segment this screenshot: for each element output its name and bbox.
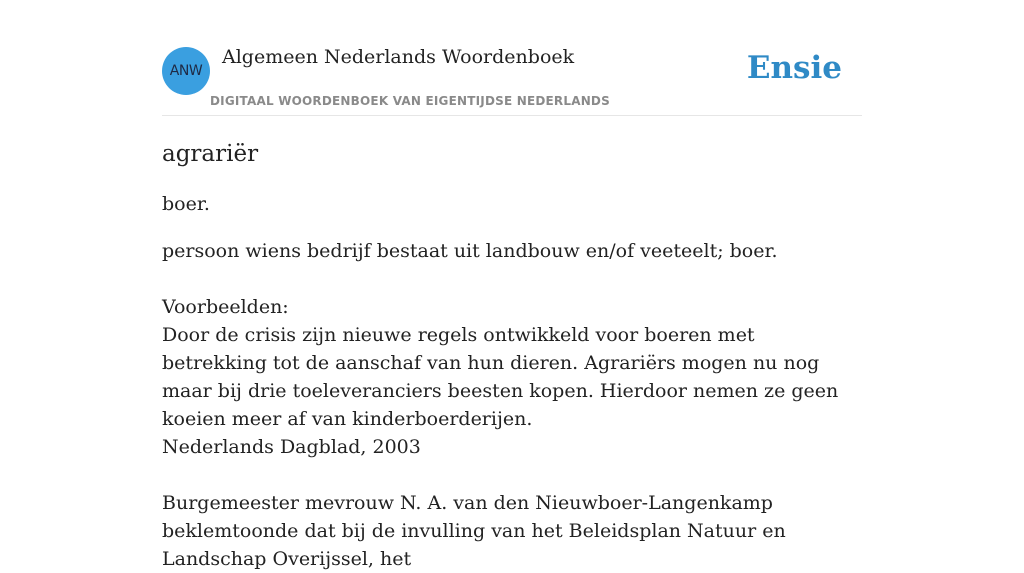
logo-text: ANW (169, 63, 203, 79)
example-text: Door de crisis zijn nieuwe regels ontwikkeld voor boeren met betrekking tot de aanschaf van hun dieren. Agrariërs mogen nu nog maar bij drie toeleveranciers beesten kopen. Hierdoor nemen ze geen koeien meer af van kinderboerderijen. (162, 324, 839, 430)
examples-label: Voorbeelden: (162, 296, 289, 318)
entry-definition: persoon wiens bedrijf bestaat uit landbouw en/of veeteelt; boer. (162, 240, 778, 262)
site-header (162, 0, 862, 116)
entry-synonym: boer. (162, 193, 210, 215)
ensie-logo-link[interactable]: Ensie (746, 50, 842, 86)
source-title[interactable]: Algemeen Nederlands Woordenboek (222, 46, 575, 68)
example-text: Burgemeester mevrouw N. A. van den Nieuwboer-Langenkamp beklemtoonde dat bij de invulling van het Beleidsplan Natuur en Landschap Overijssel, het (162, 492, 786, 570)
anw-logo[interactable] (162, 47, 210, 95)
source-subtitle: DIGITAAL WOORDENBOEK VAN EIGENTIJDSE NEDERLANDS (210, 94, 610, 108)
example-source: Nederlands Dagblad, 2003 (162, 436, 421, 458)
entry-content (162, 138, 862, 573)
example-separator (162, 461, 862, 489)
entry-headword: agrariër (162, 141, 259, 167)
